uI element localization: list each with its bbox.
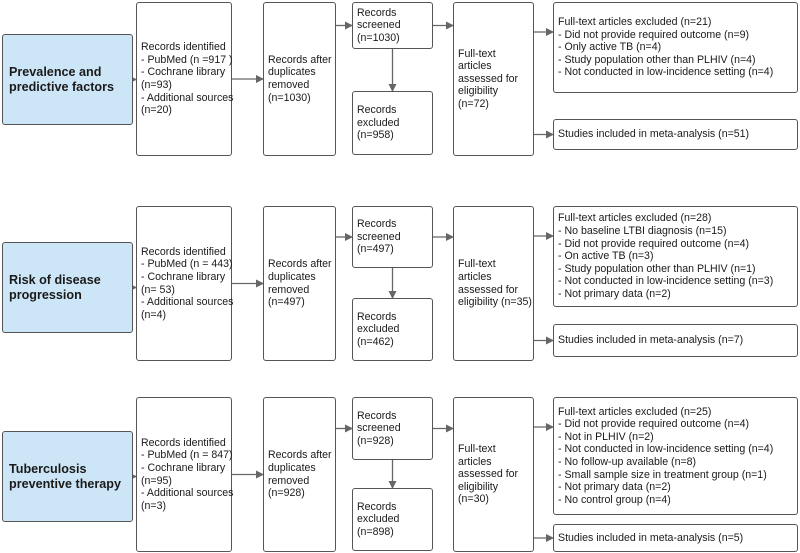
- section-label: Risk of disease progression: [2, 242, 133, 333]
- fulltext-excluded-box-line: - Not conducted in low-incidence setting (n=4): [558, 443, 774, 456]
- records-excluded-box-line: excluded: [357, 116, 400, 129]
- fulltext-excluded-box-line: - Only active TB (n=4): [558, 41, 662, 54]
- records-excluded-box-line: excluded: [357, 323, 400, 336]
- records-after-duplicates-box-line: Records after: [268, 53, 332, 66]
- fulltext-excluded-box-line: - Not conducted in low-incidence setting (n=3): [558, 275, 774, 288]
- fulltext-excluded-box-line: - No follow-up available (n=8): [558, 456, 697, 468]
- records-excluded-box: [352, 488, 433, 551]
- records-excluded-box-line: Records: [357, 104, 397, 117]
- records-screened-box: [352, 206, 433, 268]
- records-identified-box-line: - PubMed (n = 443): [141, 258, 233, 271]
- records-identified-box-line: - Cochrane library: [141, 270, 226, 283]
- records-excluded-box-line: (n=898): [357, 525, 394, 538]
- records-after-duplicates-box-line: removed: [268, 79, 310, 91]
- fulltext-assessed-box-line: articles: [458, 455, 492, 468]
- records-identified-box: [136, 397, 232, 552]
- records-identified-box-line: (n=20): [141, 104, 172, 117]
- records-identified-box-line: - Additional sources: [141, 487, 234, 500]
- records-after-duplicates-box-line: duplicates: [268, 270, 316, 283]
- fulltext-assessed-box-line: assessed for: [458, 72, 519, 85]
- fulltext-assessed-box-line: Full-text: [458, 47, 496, 60]
- records-excluded-box: [352, 298, 433, 361]
- records-excluded-box-line: excluded: [357, 513, 400, 526]
- fulltext-assessed-box-line: eligibility: [458, 85, 499, 98]
- records-screened-box-line: screened: [357, 19, 401, 32]
- records-after-duplicates-box: [263, 397, 336, 552]
- records-screened-box-line: (n=497): [357, 243, 394, 256]
- records-after-duplicates-box: [263, 206, 336, 361]
- records-identified-box-line: - Cochrane library: [141, 461, 226, 474]
- fulltext-assessed-box-line: (n=30): [458, 493, 489, 506]
- fulltext-excluded-box-line: - No baseline LTBI diagnosis (n=15): [558, 225, 727, 238]
- studies-included-box: Studies included in meta-analysis (n=7): [553, 324, 798, 357]
- fulltext-assessed-box-line: articles: [458, 60, 492, 73]
- records-identified-box-line: - PubMed (n =917 ): [141, 53, 233, 66]
- records-identified-box-line: - Additional sources: [141, 91, 234, 104]
- records-identified-box-line: Records identified: [141, 41, 226, 54]
- fulltext-assessed-box-line: Full-text: [458, 443, 496, 456]
- records-after-duplicates-box-line: Records after: [268, 258, 332, 271]
- records-identified-box-line: (n=4): [141, 308, 167, 321]
- records-screened-box: [352, 2, 433, 49]
- records-screened-box-line: screened: [357, 230, 401, 243]
- fulltext-assessed-box-line: Full-text: [458, 258, 496, 271]
- fulltext-assessed-box-line: eligibility: [458, 480, 499, 493]
- fulltext-assessed-box: [453, 2, 534, 156]
- studies-included-box: Studies included in meta-analysis (n=51): [553, 119, 798, 150]
- fulltext-excluded-box-line: - Did not provide required outcome (n=4): [558, 237, 750, 250]
- fulltext-excluded-box-line: - Not in PLHIV (n=2): [558, 430, 654, 443]
- records-screened-box-line: Records: [357, 6, 397, 19]
- fulltext-assessed-box-line: articles: [458, 270, 492, 283]
- fulltext-excluded-box-line: - Small sample size in treatment group (n=1): [558, 468, 767, 481]
- fulltext-excluded-box-line: - Not primary data (n=2): [558, 287, 671, 300]
- records-identified-box-line: (n=3): [141, 499, 167, 512]
- records-excluded-box-line: (n=462): [357, 335, 394, 348]
- fulltext-excluded-box: [553, 2, 798, 93]
- records-screened-box-line: Records: [357, 409, 397, 422]
- fulltext-assessed-box: [453, 397, 534, 552]
- records-identified-box-line: (n= 53): [141, 283, 175, 296]
- records-after-duplicates-box-line: (n=497): [268, 296, 305, 309]
- fulltext-excluded-box-line: Full-text articles excluded (n=21): [558, 16, 712, 29]
- records-excluded-box: [352, 91, 433, 155]
- fulltext-assessed-box-line: (n=72): [458, 97, 489, 110]
- records-excluded-box-line: Records: [357, 310, 397, 323]
- records-screened-box-line: (n=1030): [357, 31, 400, 44]
- records-identified-box-line: - Additional sources: [141, 296, 234, 309]
- fulltext-assessed-box: [453, 206, 534, 361]
- records-screened-box-line: screened: [357, 422, 401, 435]
- records-identified-box-line: Records identified: [141, 436, 226, 449]
- fulltext-excluded-box-line: - Not conducted in low-incidence setting (n=4): [558, 66, 774, 79]
- fulltext-excluded-box-line: - Did not provide required outcome (n=4): [558, 418, 750, 431]
- section-label: Prevalence and predictive factors: [2, 34, 133, 125]
- records-screened-box-line: Records: [357, 218, 397, 231]
- fulltext-excluded-box-line: Full-text articles excluded (n=28): [558, 212, 712, 225]
- fulltext-assessed-box-line: assessed for: [458, 468, 519, 481]
- fulltext-excluded-box: [553, 397, 798, 515]
- records-after-duplicates-box: [263, 2, 336, 156]
- fulltext-assessed-box-line: eligibility (n=35): [458, 296, 532, 309]
- records-identified-box-line: Records identified: [141, 245, 226, 258]
- fulltext-excluded-box: [553, 206, 798, 307]
- fulltext-excluded-box-line: - No control group (n=4): [558, 493, 671, 506]
- records-after-duplicates-box-line: Records after: [268, 449, 332, 462]
- fulltext-excluded-box-line: - Not primary data (n=2): [558, 481, 671, 494]
- records-after-duplicates-box-line: (n=928): [268, 487, 305, 500]
- fulltext-excluded-box-line: - Study population other than PLHIV (n=4): [558, 53, 756, 66]
- fulltext-excluded-box-line: - Did not provide required outcome (n=9): [558, 28, 750, 41]
- records-identified-box-line: (n=93): [141, 79, 172, 91]
- studies-included-box: Studies included in meta-analysis (n=5): [553, 524, 798, 552]
- records-identified-box-line: - Cochrane library: [141, 66, 226, 79]
- records-after-duplicates-box-line: (n=1030): [268, 91, 311, 104]
- records-identified-box: [136, 206, 232, 361]
- records-excluded-box-line: Records: [357, 500, 397, 513]
- records-after-duplicates-box-line: removed: [268, 474, 310, 487]
- section-label: Tuberculosis preventive therapy: [2, 431, 133, 522]
- fulltext-excluded-box-line: - Study population other than PLHIV (n=1): [558, 262, 756, 275]
- fulltext-assessed-box-line: assessed for: [458, 283, 519, 296]
- records-screened-box: [352, 397, 433, 460]
- records-after-duplicates-box-line: removed: [268, 283, 310, 296]
- records-identified-box: [136, 2, 232, 156]
- records-after-duplicates-box-line: duplicates: [268, 461, 316, 474]
- fulltext-excluded-box-line: Full-text articles excluded (n=25): [558, 405, 712, 418]
- records-after-duplicates-box-line: duplicates: [268, 66, 316, 79]
- records-excluded-box-line: (n=958): [357, 129, 394, 142]
- fulltext-excluded-box-line: - On active TB (n=3): [558, 250, 654, 263]
- records-identified-box-line: (n=95): [141, 474, 172, 487]
- records-identified-box-line: - PubMed (n = 847): [141, 449, 233, 462]
- records-screened-box-line: (n=928): [357, 434, 394, 447]
